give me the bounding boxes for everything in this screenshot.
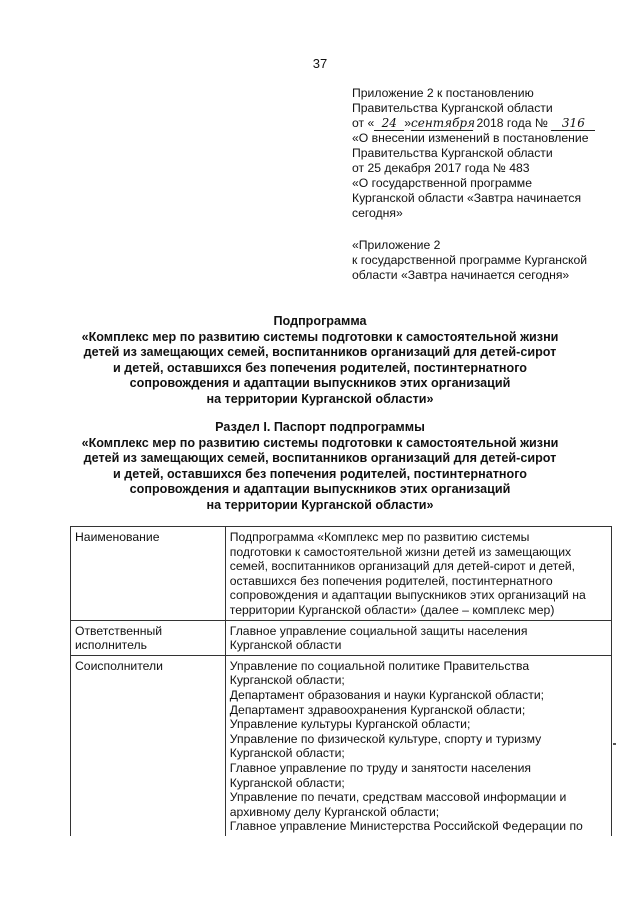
content-line: Главное управление Министерства Российской Федерации по: [229, 819, 583, 834]
row-content: [225, 655, 611, 836]
title-line: детей из замещающих семей, воспитанников организаций для детей-сирот: [83, 345, 557, 360]
title-line: «Комплекс мер по развитию системы подготовки к самостоятельной жизни: [81, 435, 559, 450]
page-number: 37: [312, 56, 328, 71]
scan-speck: [613, 743, 616, 745]
handwritten-number: 316: [551, 117, 595, 131]
content-line: Главное управление социальной защиты населения: [229, 623, 528, 638]
table-row: [71, 620, 612, 655]
appendix-block: [352, 86, 622, 283]
content-line: территории Курганской области» (далее – комплекс мер): [229, 602, 555, 617]
content-line: Курганской области: [229, 638, 342, 653]
appendix-line: области «Завтра начинается сегодня»: [352, 268, 570, 282]
content-line: Подпрограмма «Комплекс мер по развитию системы: [229, 530, 530, 544]
appendix-line: «Приложение 2: [352, 238, 441, 252]
label-line: Наименование: [75, 530, 160, 544]
title-line: «Комплекс мер по развитию системы подготовки к самостоятельной жизни: [81, 329, 559, 344]
content-line: Департамент здравоохранения Курганской области;: [229, 702, 526, 717]
appendix-line: Приложение 2 к постановлению: [352, 86, 534, 100]
title-line: и детей, оставшихся без попечения родителей, постинтернатного: [113, 466, 527, 481]
row-content: [225, 527, 611, 621]
date-quote: »: [404, 116, 412, 130]
date-prefix: от «: [352, 116, 375, 130]
appendix-line: «О внесении изменений в постановление: [352, 131, 589, 145]
section-title: [40, 420, 600, 514]
content-line: архивному делу Курганской области;: [229, 804, 440, 819]
date-year: 2018 года №: [476, 116, 548, 130]
content-line: Главное управление по труду и занятости населения: [229, 760, 532, 775]
content-line: сопровождения и адаптации выпускников этих организаций на: [229, 588, 586, 603]
appendix-line: сегодня»: [352, 206, 403, 220]
content-line: подготовки к самостоятельной жизни детей из замещающих: [229, 544, 572, 559]
row-label: [71, 527, 226, 621]
appendix-line: от 25 декабря 2017 года № 483: [352, 161, 530, 175]
table-row: [71, 527, 612, 621]
table-row: [71, 655, 612, 836]
row-label: [71, 620, 226, 655]
passport-table: [70, 526, 612, 836]
appendix-line: «О государственной программе: [352, 176, 532, 190]
subprogram-title: [40, 314, 600, 408]
content-line: Управление по физической культуре, спорту и туризму: [229, 731, 542, 746]
content-line: семей, воспитанников организаций для детей-сирот и детей,: [229, 559, 576, 574]
content-line: Курганской области;: [229, 673, 345, 688]
label-line: исполнитель: [75, 638, 147, 653]
title-line: и детей, оставшихся без попечения родителей, постинтернатного: [113, 360, 527, 375]
label-line: Соисполнители: [75, 658, 163, 673]
handwritten-month: сентября: [411, 116, 476, 130]
appendix-line: к государственной программе Курганской: [352, 253, 588, 267]
title-line: Раздел I. Паспорт подпрограммы: [215, 420, 425, 434]
content-line: Управление культуры Курганской области;: [229, 717, 471, 732]
label-line: Ответственный: [75, 623, 163, 638]
content-line: Управление по социальной политике Правительства: [229, 658, 530, 673]
title-line: Подпрограмма: [273, 314, 367, 328]
row-label: [71, 655, 226, 836]
appendix-line: Курганской области «Завтра начинается: [352, 191, 582, 205]
content-line: Управление по печати, средствам массовой информации и: [229, 790, 567, 805]
appendix-line: Правительства Курганской области: [352, 101, 553, 115]
title-line: детей из замещающих семей, воспитанников организаций для детей-сирот: [83, 451, 557, 466]
content-line: Курганской области;: [229, 746, 345, 761]
content-line: оставшихся без попечения родителей, постинтернатного: [229, 573, 553, 588]
title-line: на территории Курганской области»: [206, 497, 434, 512]
content-line: Курганской области;: [229, 775, 345, 790]
row-content: [225, 620, 611, 655]
title-line: сопровождения и адаптации выпускников этих организаций: [129, 482, 511, 497]
handwritten-day: 24: [374, 117, 404, 131]
title-line: на территории Курганской области»: [206, 391, 434, 406]
appendix-line: Правительства Курганской области: [352, 146, 553, 160]
title-line: сопровождения и адаптации выпускников этих организаций: [129, 376, 511, 391]
resolution-date-line: [352, 116, 622, 131]
content-line: Департамент образования и науки Курганской области;: [229, 687, 545, 702]
